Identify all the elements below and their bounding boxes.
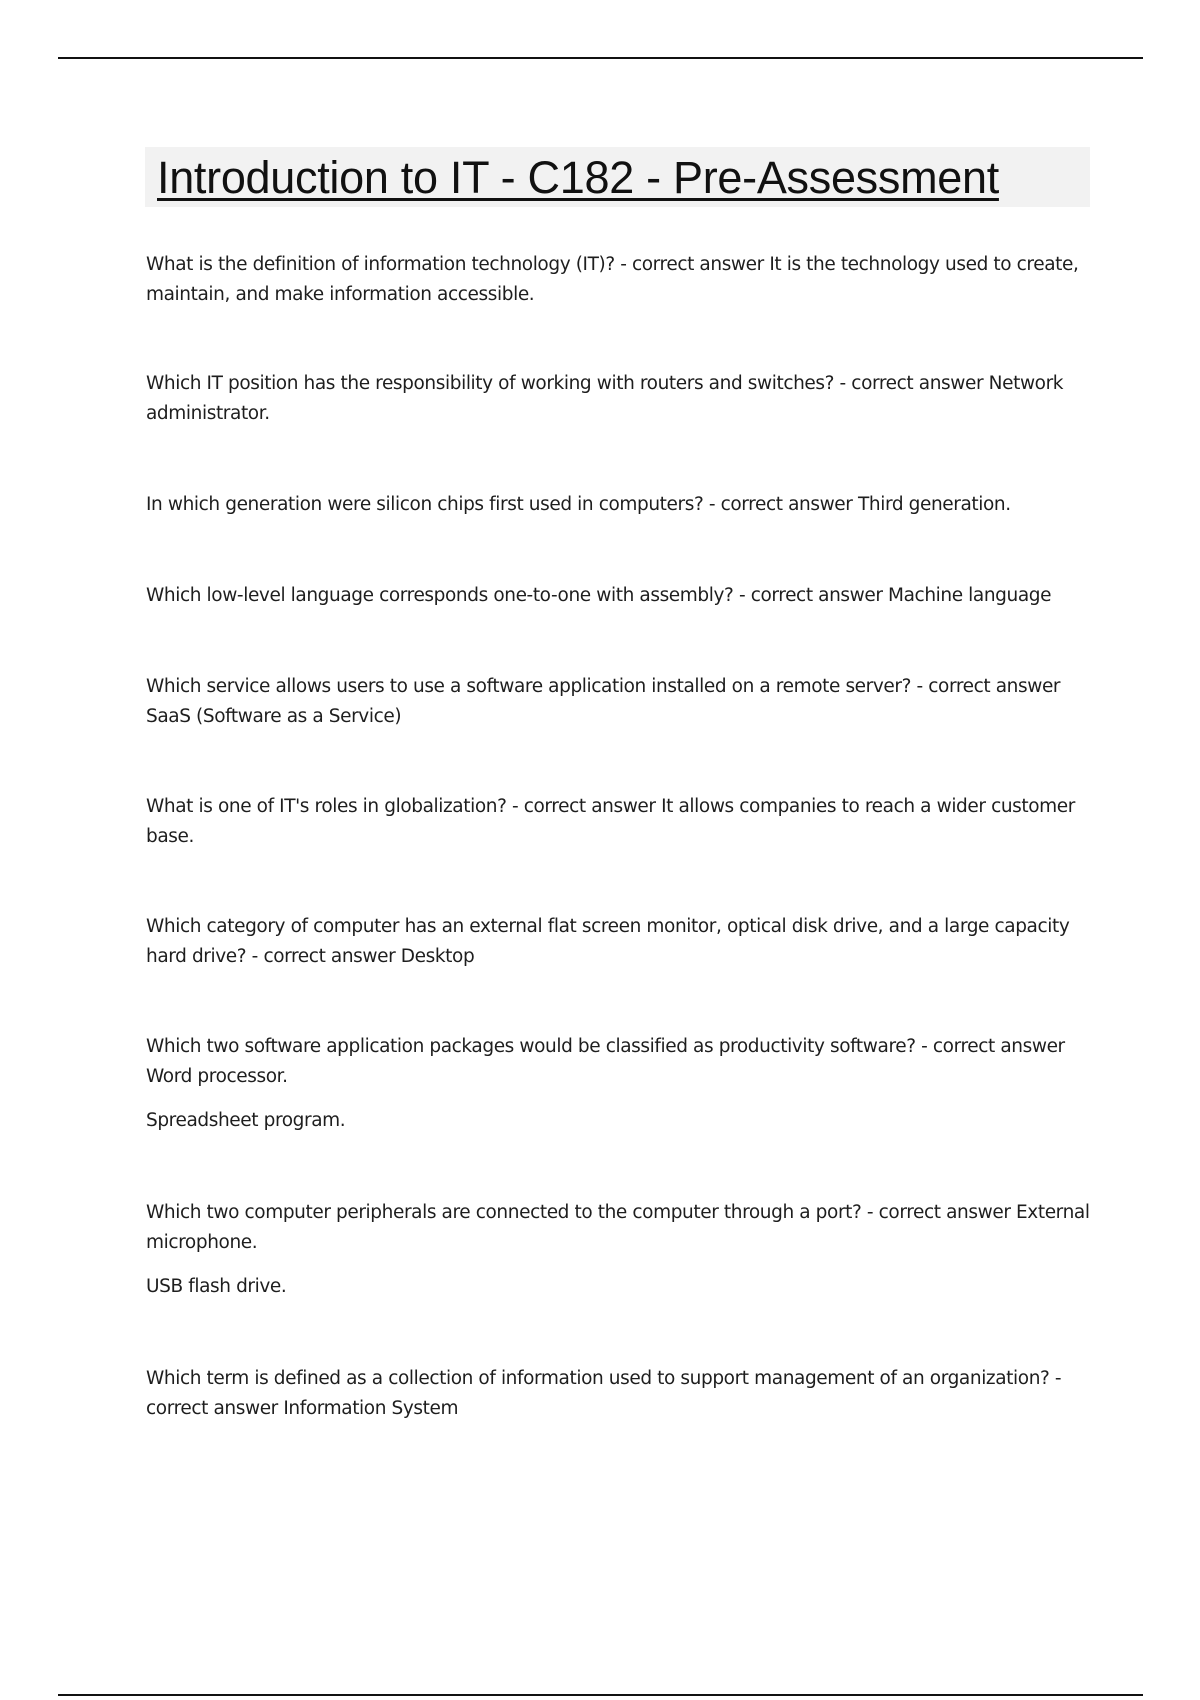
qa-text: Which two computer peripherals are connected to the computer through a port? - correct answer External microphone.: [146, 1202, 1090, 1253]
qa-item-9: [146, 1198, 1091, 1302]
bottom-rule: [58, 1694, 1143, 1696]
qa-extra-answer: Spreadsheet program.: [146, 1110, 346, 1131]
qa-text: In which generation were silicon chips first used in computers? - correct answer Third generation.: [146, 494, 1011, 515]
qa-item-8: [146, 1032, 1091, 1136]
qa-text: Which term is defined as a collection of information used to support management of an organization? - correct answer Information System: [146, 1368, 1062, 1419]
qa-item-7: [146, 912, 1091, 972]
qa-item-4: [146, 581, 1091, 611]
qa-text: Which category of computer has an external flat screen monitor, optical disk drive, and a large capacity hard drive? - correct answer Desktop: [146, 916, 1070, 967]
qa-item-6: [146, 792, 1091, 852]
top-rule: [58, 57, 1143, 59]
qa-item-2: [146, 369, 1091, 429]
qa-item-10: [146, 1364, 1091, 1424]
qa-extra-answer: USB flash drive.: [146, 1276, 287, 1297]
qa-text: Which low-level language corresponds one-to-one with assembly? - correct answer Machine language: [146, 585, 1052, 606]
qa-text: Which two software application packages would be classified as productivity software? - correct answer Word processor.: [146, 1036, 1065, 1087]
qa-text: What is one of IT's roles in globalization? - correct answer It allows companies to reach a wider customer base.: [146, 796, 1075, 847]
qa-text: Which IT position has the responsibility of working with routers and switches? - correct answer Network administrator.: [146, 373, 1064, 424]
qa-item-1: [146, 250, 1091, 310]
document-title: Introduction to IT - C182 - Pre-Assessment: [157, 152, 999, 203]
qa-text: What is the definition of information technology (IT)? - correct answer It is the technology used to create, maintain, and make information accessible.: [146, 254, 1079, 305]
qa-item-3: [146, 490, 1091, 520]
qa-item-5: [146, 672, 1091, 732]
qa-text: Which service allows users to use a software application installed on a remote server? - correct answer SaaS (Software as a Service): [146, 676, 1061, 727]
